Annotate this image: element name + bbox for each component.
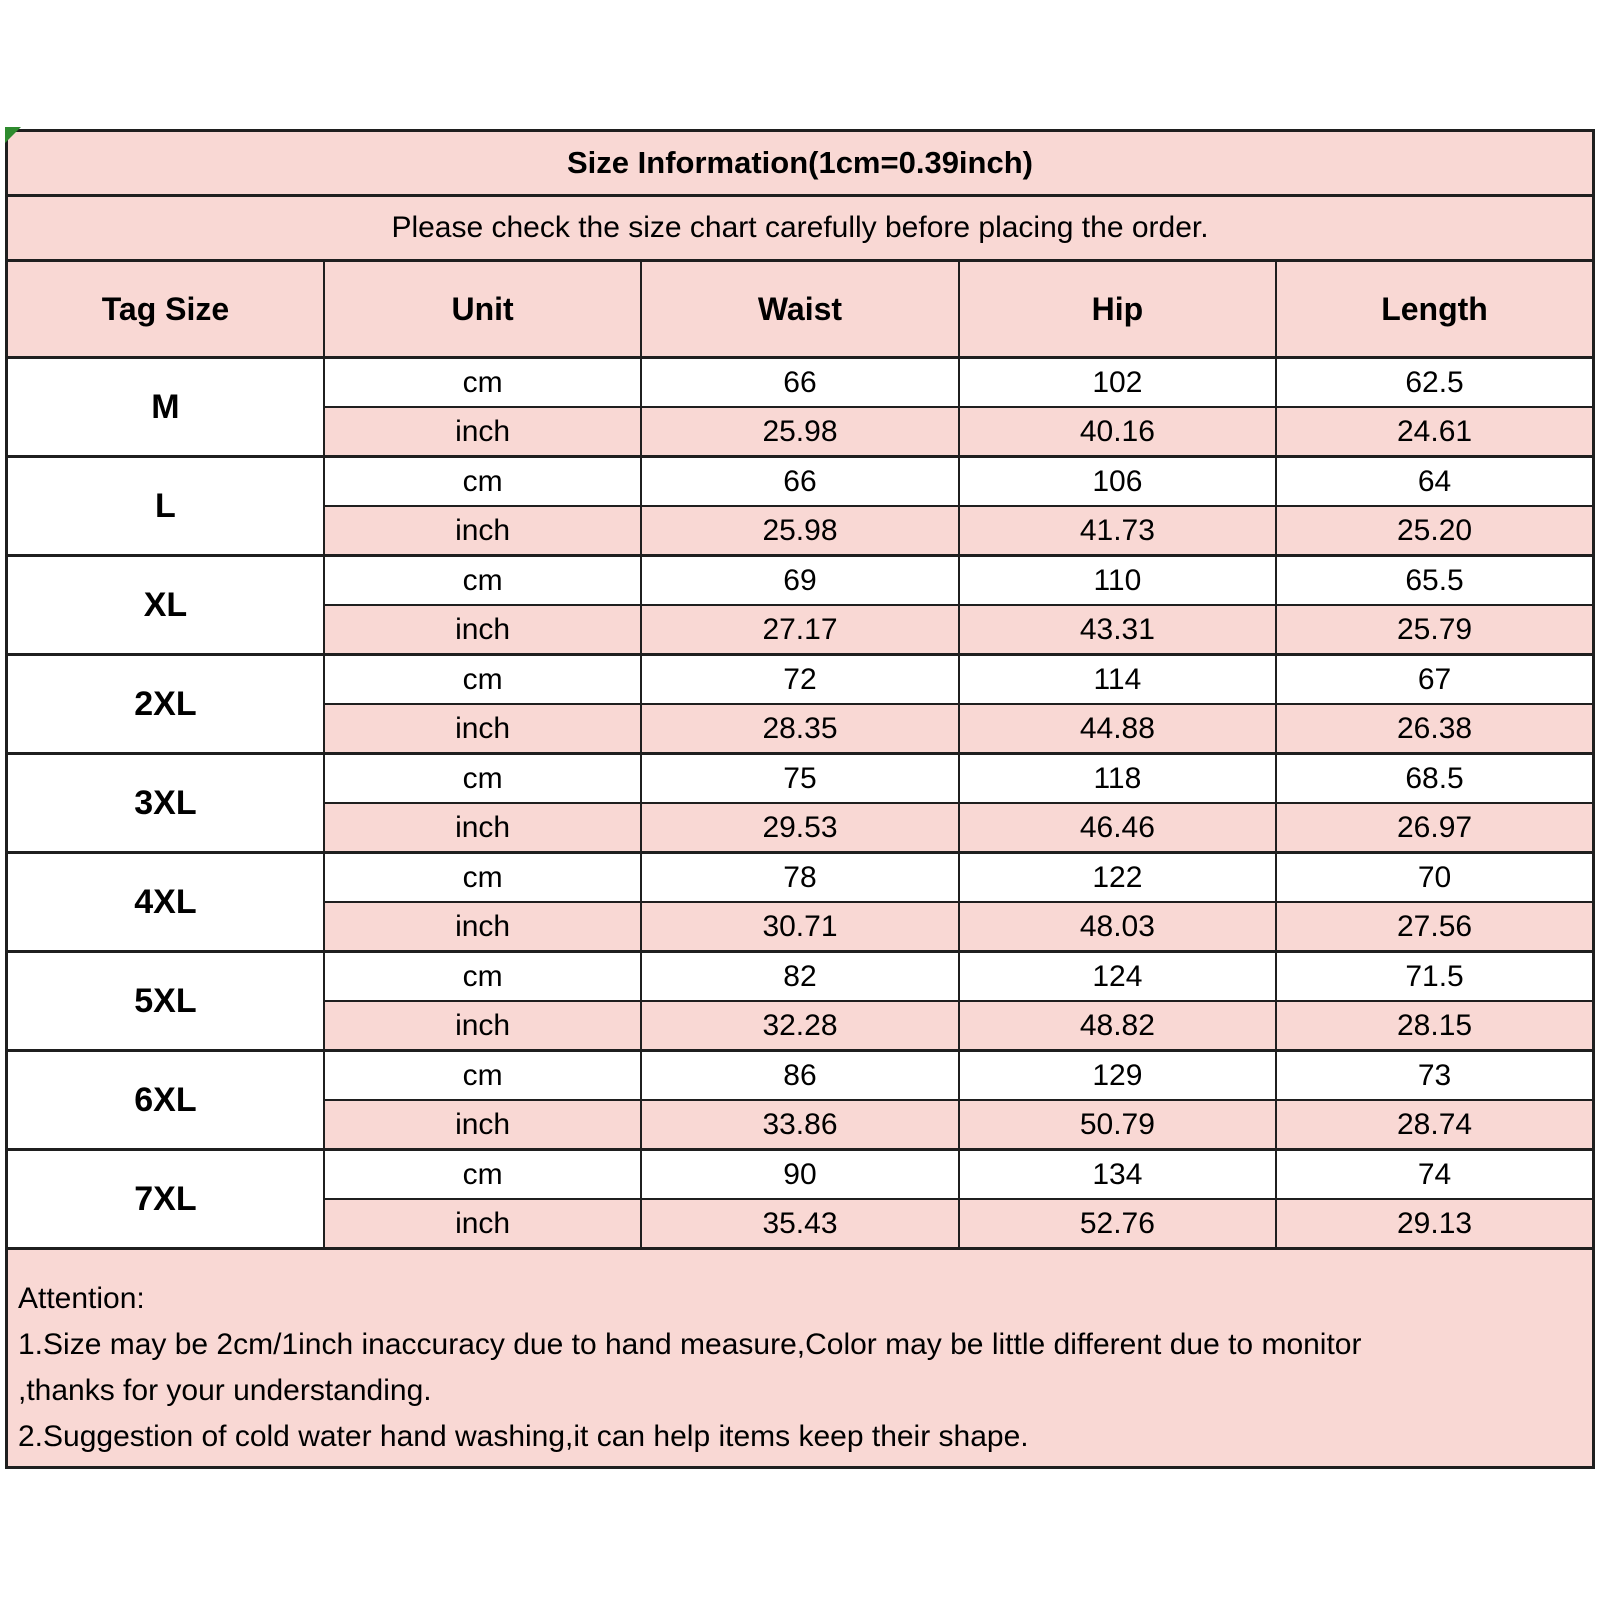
- tag-size-cell-5xl: 5XL: [7, 952, 324, 1051]
- measure-cell: 78: [641, 853, 958, 903]
- measure-cell: 124: [959, 952, 1276, 1002]
- size-row-xl-cm: [7, 556, 1594, 606]
- size-chart-sheet: [5, 129, 1595, 1469]
- measure-cell: 122: [959, 853, 1276, 903]
- measure-cell: 106: [959, 457, 1276, 507]
- tag-size-cell-7xl: 7XL: [7, 1150, 324, 1249]
- measure-cell: 28.35: [641, 704, 958, 754]
- unit-cell: cm: [324, 655, 641, 705]
- measure-cell: 29.13: [1276, 1199, 1593, 1249]
- column-header-hip: Hip: [959, 261, 1276, 358]
- unit-cell: cm: [324, 853, 641, 903]
- measure-cell: 86: [641, 1051, 958, 1101]
- table-title-row: [7, 131, 1594, 196]
- measure-cell: 26.38: [1276, 704, 1593, 754]
- measure-cell: 35.43: [641, 1199, 958, 1249]
- measure-cell: 134: [959, 1150, 1276, 1200]
- measure-cell: 82: [641, 952, 958, 1002]
- measure-cell: 32.28: [641, 1001, 958, 1051]
- measure-cell: 25.98: [641, 506, 958, 556]
- measure-cell: 41.73: [959, 506, 1276, 556]
- measure-cell: 67: [1276, 655, 1593, 705]
- attention-line-1: 1.Size may be 2cm/1inch inaccuracy due to hand measure,Color may be little different due to monitor: [18, 1328, 1362, 1361]
- tag-size-cell-6xl: 6XL: [7, 1051, 324, 1150]
- table-subtitle-row: [7, 196, 1594, 261]
- unit-cell: inch: [324, 803, 641, 853]
- measure-cell: 65.5: [1276, 556, 1593, 606]
- size-row-l-cm: [7, 457, 1594, 507]
- unit-cell: cm: [324, 556, 641, 606]
- measure-cell: 52.76: [959, 1199, 1276, 1249]
- tag-size-cell-l: L: [7, 457, 324, 556]
- measure-cell: 44.88: [959, 704, 1276, 754]
- measure-cell: 46.46: [959, 803, 1276, 853]
- measure-cell: 25.79: [1276, 605, 1593, 655]
- measure-cell: 129: [959, 1051, 1276, 1101]
- measure-cell: 25.98: [641, 407, 958, 457]
- size-table-body: [7, 358, 1594, 1249]
- column-header-row: [7, 261, 1594, 358]
- unit-cell: cm: [324, 358, 641, 408]
- measure-cell: 29.53: [641, 803, 958, 853]
- unit-cell: inch: [324, 1100, 641, 1150]
- size-row-3xl-cm: [7, 754, 1594, 804]
- measure-cell: 33.86: [641, 1100, 958, 1150]
- size-row-6xl-cm: [7, 1051, 1594, 1101]
- tag-size-cell-4xl: 4XL: [7, 853, 324, 952]
- attention-line-2: ,thanks for your understanding.: [18, 1374, 432, 1407]
- measure-cell: 102: [959, 358, 1276, 408]
- measure-cell: 114: [959, 655, 1276, 705]
- measure-cell: 27.56: [1276, 902, 1593, 952]
- measure-cell: 74: [1276, 1150, 1593, 1200]
- measure-cell: 72: [641, 655, 958, 705]
- corner-marker-icon: [5, 127, 21, 143]
- size-row-5xl-cm: [7, 952, 1594, 1002]
- tag-size-cell-xl: XL: [7, 556, 324, 655]
- measure-cell: 68.5: [1276, 754, 1593, 804]
- table-subtitle: Please check the size chart carefully before placing the order.: [7, 196, 1594, 261]
- unit-cell: inch: [324, 902, 641, 952]
- size-row-m-cm: [7, 358, 1594, 408]
- measure-cell: 71.5: [1276, 952, 1593, 1002]
- unit-cell: cm: [324, 457, 641, 507]
- measure-cell: 26.97: [1276, 803, 1593, 853]
- size-row-2xl-cm: [7, 655, 1594, 705]
- measure-cell: 50.79: [959, 1100, 1276, 1150]
- unit-cell: cm: [324, 754, 641, 804]
- column-header-unit: Unit: [324, 261, 641, 358]
- unit-cell: inch: [324, 605, 641, 655]
- unit-cell: cm: [324, 1051, 641, 1101]
- size-row-7xl-cm: [7, 1150, 1594, 1200]
- measure-cell: 25.20: [1276, 506, 1593, 556]
- unit-cell: inch: [324, 1199, 641, 1249]
- size-row-4xl-cm: [7, 853, 1594, 903]
- measure-cell: 62.5: [1276, 358, 1593, 408]
- measure-cell: 28.15: [1276, 1001, 1593, 1051]
- tag-size-cell-3xl: 3XL: [7, 754, 324, 853]
- tag-size-cell-m: M: [7, 358, 324, 457]
- tag-size-cell-2xl: 2XL: [7, 655, 324, 754]
- measure-cell: 24.61: [1276, 407, 1593, 457]
- measure-cell: 43.31: [959, 605, 1276, 655]
- measure-cell: 110: [959, 556, 1276, 606]
- measure-cell: 48.03: [959, 902, 1276, 952]
- measure-cell: 66: [641, 358, 958, 408]
- measure-cell: 27.17: [641, 605, 958, 655]
- measure-cell: 73: [1276, 1051, 1593, 1101]
- column-header-length: Length: [1276, 261, 1593, 358]
- attention-note: [5, 1250, 1595, 1469]
- measure-cell: 30.71: [641, 902, 958, 952]
- measure-cell: 75: [641, 754, 958, 804]
- unit-cell: inch: [324, 1001, 641, 1051]
- attention-line-3: 2.Suggestion of cold water hand washing,it can help items keep their shape.: [18, 1420, 1029, 1453]
- unit-cell: inch: [324, 704, 641, 754]
- unit-cell: cm: [324, 1150, 641, 1200]
- attention-heading: Attention:: [18, 1282, 145, 1315]
- unit-cell: inch: [324, 407, 641, 457]
- measure-cell: 118: [959, 754, 1276, 804]
- measure-cell: 66: [641, 457, 958, 507]
- measure-cell: 48.82: [959, 1001, 1276, 1051]
- unit-cell: cm: [324, 952, 641, 1002]
- table-title: Size Information(1cm=0.39inch): [7, 131, 1594, 196]
- measure-cell: 69: [641, 556, 958, 606]
- unit-cell: inch: [324, 506, 641, 556]
- measure-cell: 64: [1276, 457, 1593, 507]
- measure-cell: 90: [641, 1150, 958, 1200]
- measure-cell: 28.74: [1276, 1100, 1593, 1150]
- measure-cell: 70: [1276, 853, 1593, 903]
- size-table: [5, 129, 1595, 1250]
- measure-cell: 40.16: [959, 407, 1276, 457]
- column-header-tag-size: Tag Size: [7, 261, 324, 358]
- column-header-waist: Waist: [641, 261, 958, 358]
